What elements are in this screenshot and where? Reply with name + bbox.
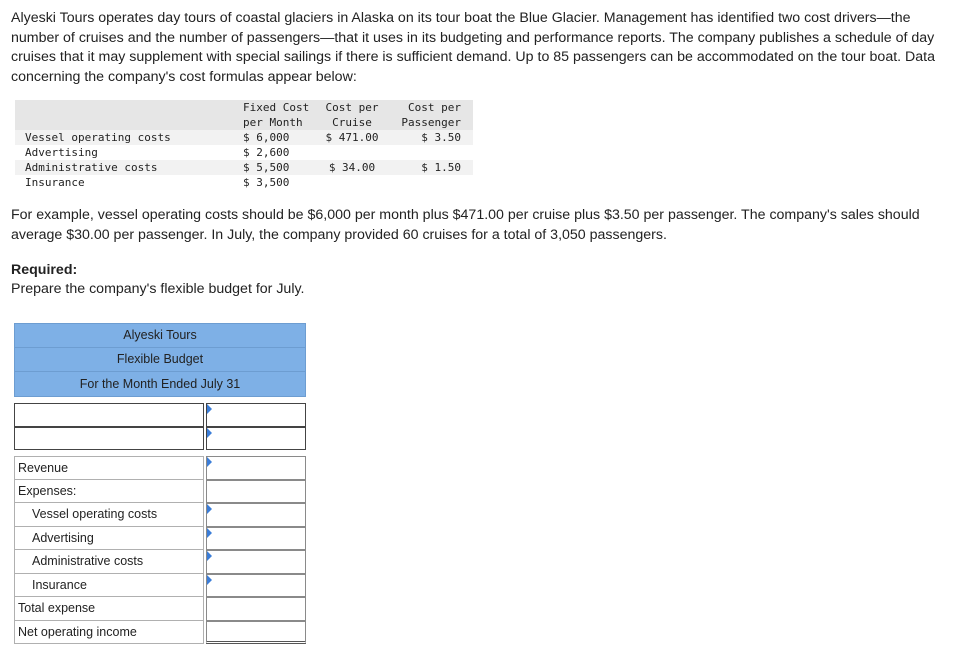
cost-table-corner bbox=[15, 100, 229, 130]
cruise-cost-cell bbox=[317, 145, 387, 160]
cruise-cost-cell: $ 34.00 bbox=[317, 160, 387, 175]
advertising-label: Advertising bbox=[14, 527, 204, 551]
revenue-label: Revenue bbox=[14, 456, 204, 480]
measure-value-input[interactable] bbox=[206, 403, 306, 427]
cost-formula-table bbox=[15, 100, 473, 190]
administrative-input[interactable] bbox=[206, 550, 306, 574]
measure-value-input[interactable] bbox=[206, 427, 306, 451]
row-label: Administrative costs bbox=[15, 160, 229, 175]
dropdown-marker-icon bbox=[207, 528, 212, 538]
budget-report-title: Flexible Budget bbox=[15, 348, 305, 372]
intro-paragraph: Alyeski Tours operates day tours of coastal glaciers in Alaska on its tour boat the Blue Glacier. Management has identified two cost drivers—the number of cruises and the number of passengers—that it uses in its budgeting and performance reports. The company publishes a schedule of day cruises that it may supplement with special sailings if there is sufficient demand. Up to 85 passengers can be accommodated on the tour boat. Data concerning the company's cost formulas appear below: bbox=[11, 10, 936, 85]
required-text: Prepare the company's flexible budget for July. bbox=[11, 281, 305, 297]
vessel-row bbox=[14, 503, 306, 527]
administrative-label: Administrative costs bbox=[14, 550, 204, 574]
dropdown-marker-icon bbox=[207, 428, 212, 438]
passenger-cost-cell bbox=[387, 175, 473, 190]
fixed-cost-cell: $ 2,600 bbox=[243, 146, 290, 159]
measure-label-input[interactable] bbox=[14, 427, 204, 451]
flexible-budget-worksheet bbox=[14, 323, 306, 644]
row-label: Advertising bbox=[25, 146, 98, 159]
passenger-cost-cell bbox=[387, 145, 473, 160]
table-row bbox=[15, 175, 473, 190]
expenses-label: Expenses: bbox=[14, 480, 204, 504]
vessel-label: Vessel operating costs bbox=[14, 503, 204, 527]
insurance-label: Insurance bbox=[14, 574, 204, 598]
table-row bbox=[15, 130, 473, 145]
fixed-cost-cell: $ 6,000 bbox=[229, 130, 317, 145]
budget-header bbox=[14, 323, 306, 397]
expenses-blank-cell bbox=[206, 480, 306, 504]
net-operating-income-label: Net operating income bbox=[14, 621, 204, 645]
passenger-cost-cell: $ 1.50 bbox=[387, 160, 473, 175]
row-label: Insurance bbox=[25, 176, 85, 189]
insurance-input[interactable] bbox=[206, 574, 306, 598]
insurance-row bbox=[14, 574, 306, 598]
table-row bbox=[15, 160, 473, 175]
dropdown-marker-icon bbox=[207, 504, 212, 514]
total-expense-label: Total expense bbox=[14, 597, 204, 621]
net-operating-income-row bbox=[14, 621, 306, 645]
cruise-cost-cell bbox=[317, 175, 387, 190]
dropdown-marker-icon bbox=[207, 457, 212, 467]
fixed-cost-cell: $ 5,500 bbox=[229, 160, 317, 175]
revenue-input[interactable] bbox=[206, 456, 306, 480]
fixed-cost-cell: $ 3,500 bbox=[243, 176, 290, 189]
example-paragraph: For example, vessel operating costs should be $6,000 per month plus $471.00 per cruise plus $3.50 per passenger. The company's sales should average $30.00 per passenger. In July, the company provided 60 cruises for a total of 3,050 passengers. bbox=[11, 207, 920, 243]
required-label: Required: bbox=[11, 262, 78, 278]
header-cost-per-passenger: Cost per Passenger bbox=[387, 100, 473, 130]
passenger-cost-cell: $ 3.50 bbox=[387, 130, 473, 145]
cruise-cost-cell: $ 471.00 bbox=[317, 130, 387, 145]
dropdown-marker-icon bbox=[207, 575, 212, 585]
net-operating-income-input[interactable] bbox=[206, 621, 306, 645]
dropdown-marker-icon bbox=[207, 551, 212, 561]
measure-input-row bbox=[14, 403, 306, 427]
advertising-row bbox=[14, 527, 306, 551]
dropdown-marker-icon bbox=[207, 404, 212, 414]
total-expense-input[interactable] bbox=[206, 597, 306, 621]
measure-input-row bbox=[14, 427, 306, 451]
row-label: Vessel operating costs bbox=[15, 130, 229, 145]
header-cost-per-cruise: Cost per Cruise bbox=[317, 100, 387, 130]
revenue-row bbox=[14, 456, 306, 480]
budget-company-title: Alyeski Tours bbox=[15, 324, 305, 348]
advertising-input[interactable] bbox=[206, 527, 306, 551]
budget-period-title: For the Month Ended July 31 bbox=[79, 377, 241, 391]
header-fixed-cost: Fixed Cost per Month bbox=[229, 100, 317, 130]
total-expense-row bbox=[14, 597, 306, 621]
measure-label-input[interactable] bbox=[14, 403, 204, 427]
vessel-input[interactable] bbox=[206, 503, 306, 527]
expenses-header-row bbox=[14, 480, 306, 504]
table-row bbox=[15, 145, 473, 160]
administrative-row bbox=[14, 550, 306, 574]
